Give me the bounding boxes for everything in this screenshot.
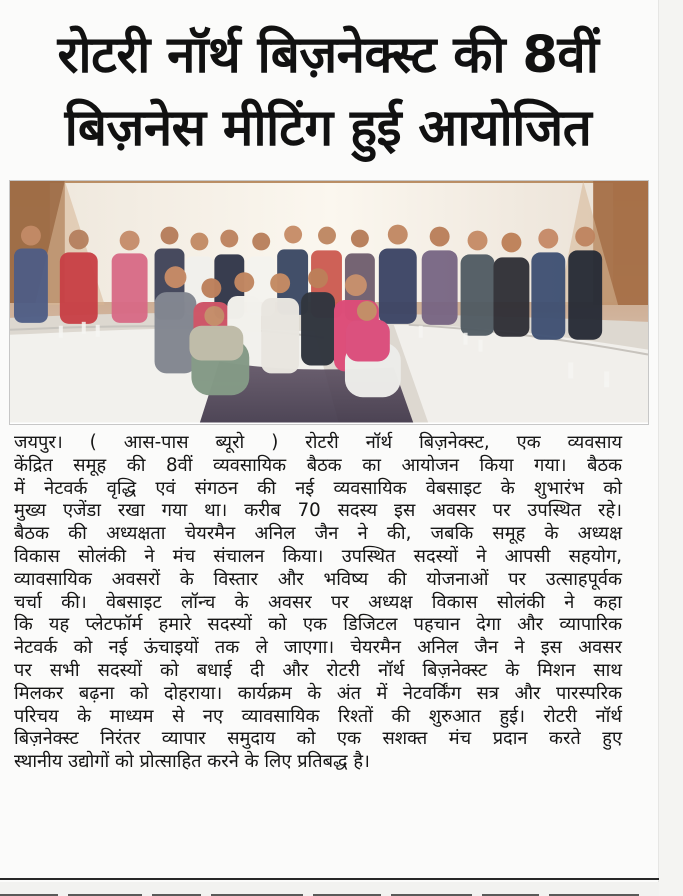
article-line: मुख्य एजेंडा रखा गया था। करीब 70 सदस्य इस अवसर पर उपस्थित रहे। (14, 500, 622, 522)
group-photo-illustration (10, 181, 648, 424)
article-line: चर्चा की। वेबसाइट लॉन्च के अवसर पर अध्यक्ष विकास सोलंकी ने कहा (14, 591, 622, 613)
article-line: जयपुर। ( आस-पास ब्यूरो ) रोटरी नॉर्थ बिज़नेक्स्ट, एक व्यवसाय (14, 432, 622, 453)
article-line: कि यह प्लेटफॉर्म हमारे सदस्यों को एक डिजिटल पहचान देगा और व्यापारिक (14, 614, 622, 636)
article-line: व्यावसायिक अवसरों के विस्तार और भविष्य की योजनाओं पर उत्साहपूर्वक (14, 568, 622, 590)
bottom-column-rule (0, 878, 659, 880)
article-line: बैठक की अध्यक्षता चेयरमैन अनिल जैन ने की, जबकि समूह के अध्यक्ष (14, 523, 622, 545)
headline-line-1: रोटरी नॉर्थ बिज़नेक्स्ट की 8वीं (57, 26, 599, 85)
article-line: मिलकर बढ़ना को दोहराया। कार्यक्रम के अंत में नेटवर्किंग सत्र और पारस्परिक (14, 682, 622, 704)
article-line: नेटवर्क को नई ऊंचाइयों तक ले जाएगा। चेयरमैन अनिल जैन ने इस अवसर (14, 637, 622, 659)
article-line: बिज़नेक्स्ट निरंतर व्यापार समुदाय को एक सशक्त मंच प्रदान करते हुए (14, 728, 622, 750)
article-body (14, 432, 622, 774)
article-line: स्थानीय उद्योगों को प्रोत्साहित करने के लिए प्रतिबद्ध है। (14, 751, 370, 773)
article-line: केंद्रित समूह की 8वीं व्यवसायिक बैठक का आयोजन किया गया। बैठक (14, 454, 622, 476)
article-line: परिचय के माध्यम से नए व्यावसायिक रिश्तों की शुरुआत हुई। रोटरी नॉर्थ (14, 705, 622, 727)
group-photo (9, 180, 649, 425)
article-line: में नेटवर्क वृद्धि एवं संगठन की नई व्यवसायिक वेबसाइट के शुभारंभ को (14, 477, 622, 499)
page-margin (658, 0, 683, 896)
clipped-next-column (0, 882, 659, 896)
headline-line-2: बिज़नेस मीटिंग हुई आयोजित (64, 99, 592, 158)
article-line: पर सभी सदस्यों को बधाई दी और रोटरी नॉर्थ बिज़नेक्स्ट के मिशन साथ (14, 659, 622, 681)
article-line: विकास सोलंकी ने मंच संचालन किया। उपस्थित सदस्यों ने आपसी सहयोग, (14, 545, 622, 567)
